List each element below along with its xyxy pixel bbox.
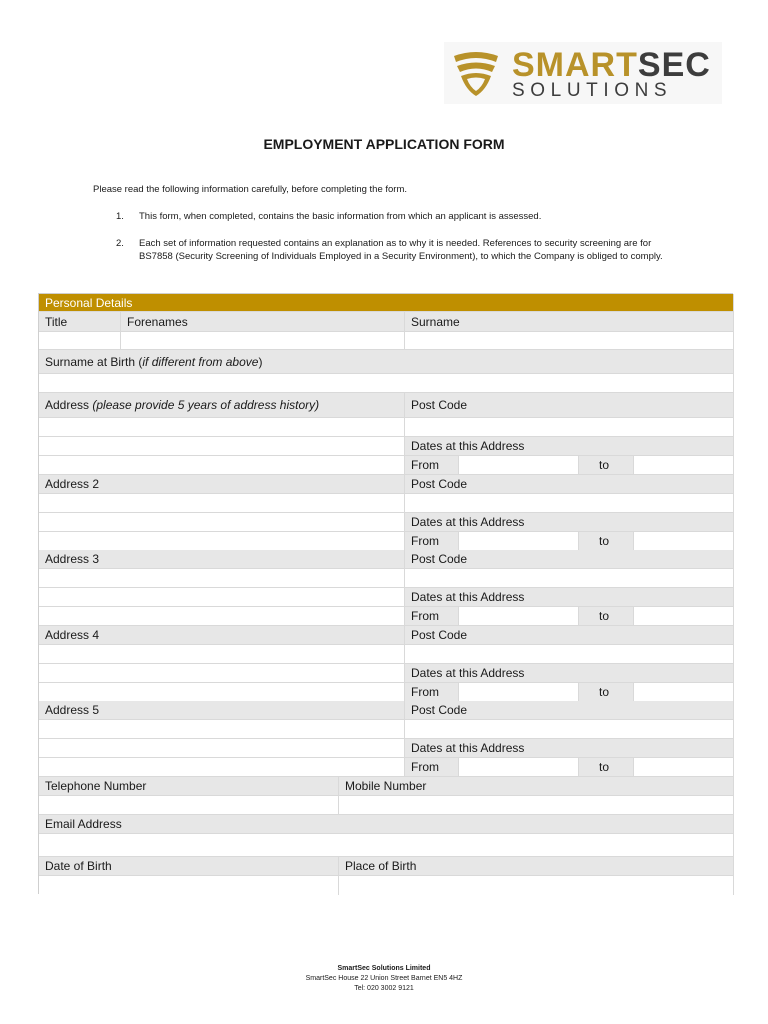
to-1-input[interactable] xyxy=(634,456,734,475)
title-input[interactable] xyxy=(39,332,121,350)
telephone-input[interactable] xyxy=(39,796,339,815)
logo-word-smart: SMART xyxy=(512,46,638,84)
surname-at-birth-input[interactable] xyxy=(39,374,734,393)
forenames-input[interactable] xyxy=(121,332,405,350)
address-3-label: Address 3 xyxy=(39,550,405,569)
dates-5-label: Dates at this Address xyxy=(405,739,734,758)
address-1-line-2[interactable] xyxy=(39,437,405,456)
dates-3-label: Dates at this Address xyxy=(405,588,734,607)
from-5-label: From xyxy=(405,758,459,777)
from-2-label: From xyxy=(405,532,459,551)
from-5-input[interactable] xyxy=(459,758,579,777)
footer-company: SmartSec Solutions Limited xyxy=(337,965,431,972)
pob-input[interactable] xyxy=(339,876,734,895)
to-3-input[interactable] xyxy=(634,607,734,626)
to-4-label: to xyxy=(579,683,634,702)
dates-1-label: Dates at this Address xyxy=(405,437,734,456)
address-2-line-3[interactable] xyxy=(39,532,405,551)
to-1-label: to xyxy=(579,456,634,475)
address-2-line-1[interactable] xyxy=(39,494,405,513)
to-3-label: to xyxy=(579,607,634,626)
logo-subtitle: SOLUTIONS xyxy=(512,80,673,101)
footer-address: SmartSec House 22 Union Street Barnet EN5 4HZ xyxy=(305,975,463,982)
dates-2-label: Dates at this Address xyxy=(405,513,734,532)
logo-word-sec: SEC xyxy=(637,46,711,84)
surname-at-birth-close: ) xyxy=(258,354,263,369)
from-3-input[interactable] xyxy=(459,607,579,626)
address-4-line-1[interactable] xyxy=(39,645,405,664)
to-5-input[interactable] xyxy=(634,758,734,777)
post-code-1-input[interactable] xyxy=(405,418,734,437)
to-5-label: to xyxy=(579,758,634,777)
address-2-line-2[interactable] xyxy=(39,513,405,532)
address-3-line-1[interactable] xyxy=(39,569,405,588)
intro-text: Please read the following information carefully, before completing the form. xyxy=(93,184,408,195)
email-label: Email Address xyxy=(39,815,734,834)
note-number: 1. xyxy=(116,211,124,222)
note-text: Each set of information requested contains an explanation as to why it is needed. References to security screening are for BS7858 (Security Screening of Individuals Employed in a Security Environment), to which the Company is obliged to comply. xyxy=(139,238,663,263)
address-1-label-text: Address xyxy=(45,398,93,412)
section-header-personal-details: Personal Details xyxy=(39,294,734,312)
note-text: This form, when completed, contains the basic information from which an applicant is assessed. xyxy=(139,211,542,222)
post-code-5-label: Post Code xyxy=(405,701,734,720)
from-1-input[interactable] xyxy=(459,456,579,475)
post-code-1-label: Post Code xyxy=(405,393,734,418)
mobile-input[interactable] xyxy=(339,796,734,815)
from-4-label: From xyxy=(405,683,459,702)
surname-input[interactable] xyxy=(405,332,734,350)
address-5-line-3[interactable] xyxy=(39,758,405,777)
address-4-line-3[interactable] xyxy=(39,683,405,702)
post-code-3-input[interactable] xyxy=(405,569,734,588)
telephone-label: Telephone Number xyxy=(39,777,339,796)
title-label: Title xyxy=(39,312,121,332)
address-1-label-note: (please provide 5 years of address history) xyxy=(92,398,320,412)
address-4-line-2[interactable] xyxy=(39,664,405,683)
to-2-input[interactable] xyxy=(634,532,734,551)
post-code-3-label: Post Code xyxy=(405,550,734,569)
page-footer xyxy=(0,964,768,994)
surname-at-birth-label xyxy=(39,350,734,374)
address-1-label xyxy=(39,393,405,418)
post-code-2-label: Post Code xyxy=(405,475,734,494)
address-5-label: Address 5 xyxy=(39,701,405,720)
post-code-4-input[interactable] xyxy=(405,645,734,664)
address-4-label: Address 4 xyxy=(39,626,405,645)
surname-at-birth-note: if different from above xyxy=(142,354,259,369)
address-3-line-3[interactable] xyxy=(39,607,405,626)
address-5-line-1[interactable] xyxy=(39,720,405,739)
address-1-line-3[interactable] xyxy=(39,456,405,475)
personal-details-form xyxy=(38,293,733,894)
from-3-label: From xyxy=(405,607,459,626)
address-5-line-2[interactable] xyxy=(39,739,405,758)
post-code-5-input[interactable] xyxy=(405,720,734,739)
dob-input[interactable] xyxy=(39,876,339,895)
pob-label: Place of Birth xyxy=(339,857,734,876)
address-3-line-2[interactable] xyxy=(39,588,405,607)
shield-logo-icon xyxy=(450,50,502,98)
from-1-label: From xyxy=(405,456,459,475)
to-4-input[interactable] xyxy=(634,683,734,702)
to-2-label: to xyxy=(579,532,634,551)
footer-telephone: Tel: 020 3002 9121 xyxy=(354,985,414,992)
page-title: EMPLOYMENT APPLICATION FORM xyxy=(263,136,505,152)
forenames-label: Forenames xyxy=(121,312,405,332)
from-4-input[interactable] xyxy=(459,683,579,702)
note-number: 2. xyxy=(116,238,124,249)
post-code-4-label: Post Code xyxy=(405,626,734,645)
surname-label: Surname xyxy=(405,312,734,332)
surname-at-birth-text: Surname at Birth ( xyxy=(45,354,143,369)
address-1-line-1[interactable] xyxy=(39,418,405,437)
dob-label: Date of Birth xyxy=(39,857,339,876)
from-2-input[interactable] xyxy=(459,532,579,551)
mobile-label: Mobile Number xyxy=(339,777,734,796)
email-input[interactable] xyxy=(39,834,734,857)
dates-4-label: Dates at this Address xyxy=(405,664,734,683)
company-logo xyxy=(444,42,722,104)
address-2-label: Address 2 xyxy=(39,475,405,494)
logo-wordmark xyxy=(512,46,711,84)
post-code-2-input[interactable] xyxy=(405,494,734,513)
